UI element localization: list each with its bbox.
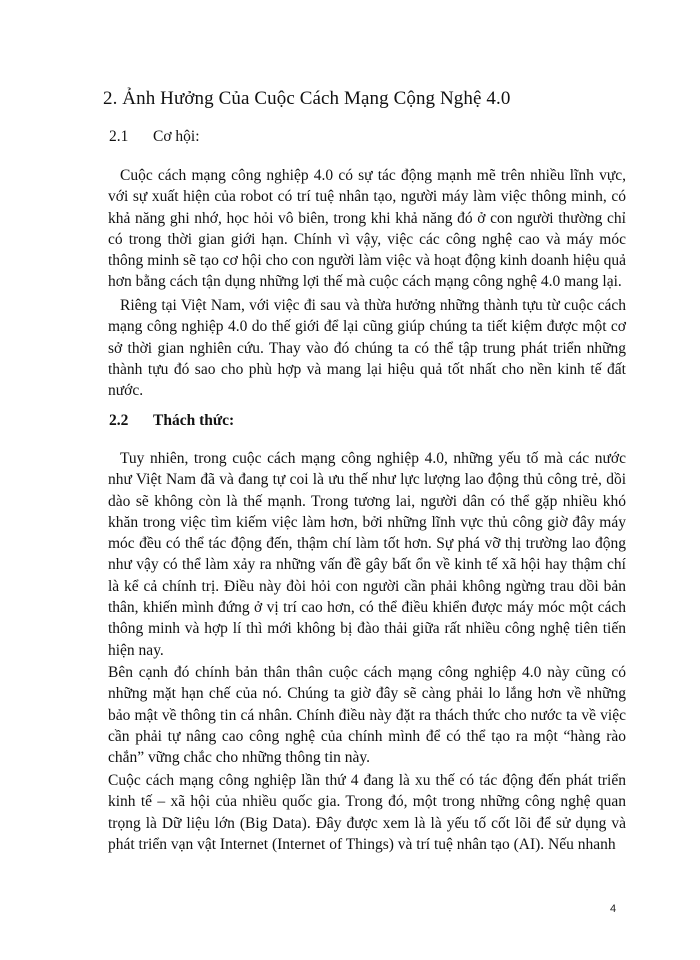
paragraph: Cuộc cách mạng công nghiệp 4.0 có sự tác động mạnh mẽ trên nhiều lĩnh vực, với sự xuất hiện của robot có trí tuệ nhân tạo, người máy làm việc thông minh, có khả năng ghi nhớ, học hỏi vô biên, trong khi khả năng đó ở con người thường chỉ có trong thời gian giới hạn. Chính vì vậy, việc các công nghệ cao và máy móc thông minh sẽ tạo cơ hội cho con người làm việc và hoạt động kinh doanh hiệu quả hơn bằng cách tận dụng những lợi thế mà cuộc cách mạng công nghệ 4.0 mang lại. xyxy=(108,167,626,291)
paragraph: Bên cạnh đó chính bản thân thân cuộc cách mạng công nghiệp 4.0 này cũng có những mặt hạn chế của nó. Chúng ta giờ đây sẽ càng phải lo lắng hơn về những bảo mật về thông tin cá nhân. Chính điều này đặt ra thách thức cho nước ta về việc cần phải tự nâng cao công nghệ của chính mình để có thể tạo ra một “hàng rào chắn” vững chắc cho những thông tin này. xyxy=(108,664,626,767)
section-heading: 2. Ảnh Hưởng Của Cuộc Cách Mạng Cộng Nghệ 4.0 xyxy=(103,88,511,109)
subsection-heading-challenges xyxy=(109,412,234,430)
paragraph: Tuy nhiên, trong cuộc cách mạng công nghiệp 4.0, những yếu tố mà các nước như Việt Nam đã và đang tự coi là ưu thế như lực lượng lao động thủ công trẻ, dồi dào sẽ không còn là thế mạnh. Trong tương lai, người dân có thể gặp nhiều khó khăn trong việc tìm kiếm việc làm hơn, bởi những lĩnh vực thủ công giờ đây máy móc đều có thể tác động đến, thậm chí làm tốt hơn. Sự phá vỡ thị trường lao động như vậy có thể làm xảy ra những vấn đề gây bất ổn về kinh tế xã hội hay thậm chí là kể cả chính trị. Điều này đòi hỏi con người cần phải không ngừng trau dồi bản thân, khiến mình đứng ở vị trí cao hơn, có thể điều khiển được máy móc một cách thông minh và hợp lí thì mới không bị đào thải giữa rất nhiều công nghệ tiên tiến hiện nay. xyxy=(108,450,626,659)
subsection-number: 2.2 xyxy=(109,412,129,429)
subsection-title: Thách thức: xyxy=(153,412,235,429)
paragraph: Riêng tại Việt Nam, với việc đi sau và thừa hưởng những thành tựu từ cuộc cách mạng công nghiệp 4.0 do thế giới để lại cũng giúp chúng ta tiết kiệm được một cơ sở thời gian nghiên cứu. Thay vào đó chúng ta có thể tập trung phát triển những thành tựu đó sao cho phù hợp và mang lại hiệu quả tốt nhất cho nền kinh tế đất nước. xyxy=(108,297,626,400)
subsection-number: 2.1 xyxy=(109,128,129,145)
paragraph: Cuộc cách mạng công nghiệp lần thứ 4 đang là xu thế có tác động đến phát triển kinh tế – xã hội của nhiều quốc gia. Trong đó, một trong những công nghệ quan trọng là Dữ liệu lớn (Big Data). Đây được xem là là yếu tố cốt lõi để sử dụng và phát triển vạn vật Internet (Internet of Things) và trí tuệ nhân tạo (AI). Nếu nhanh xyxy=(108,772,626,853)
subsection-heading-opportunities xyxy=(109,128,200,146)
page-number: 4 xyxy=(610,903,617,915)
subsection-title: Cơ hội: xyxy=(153,128,200,145)
